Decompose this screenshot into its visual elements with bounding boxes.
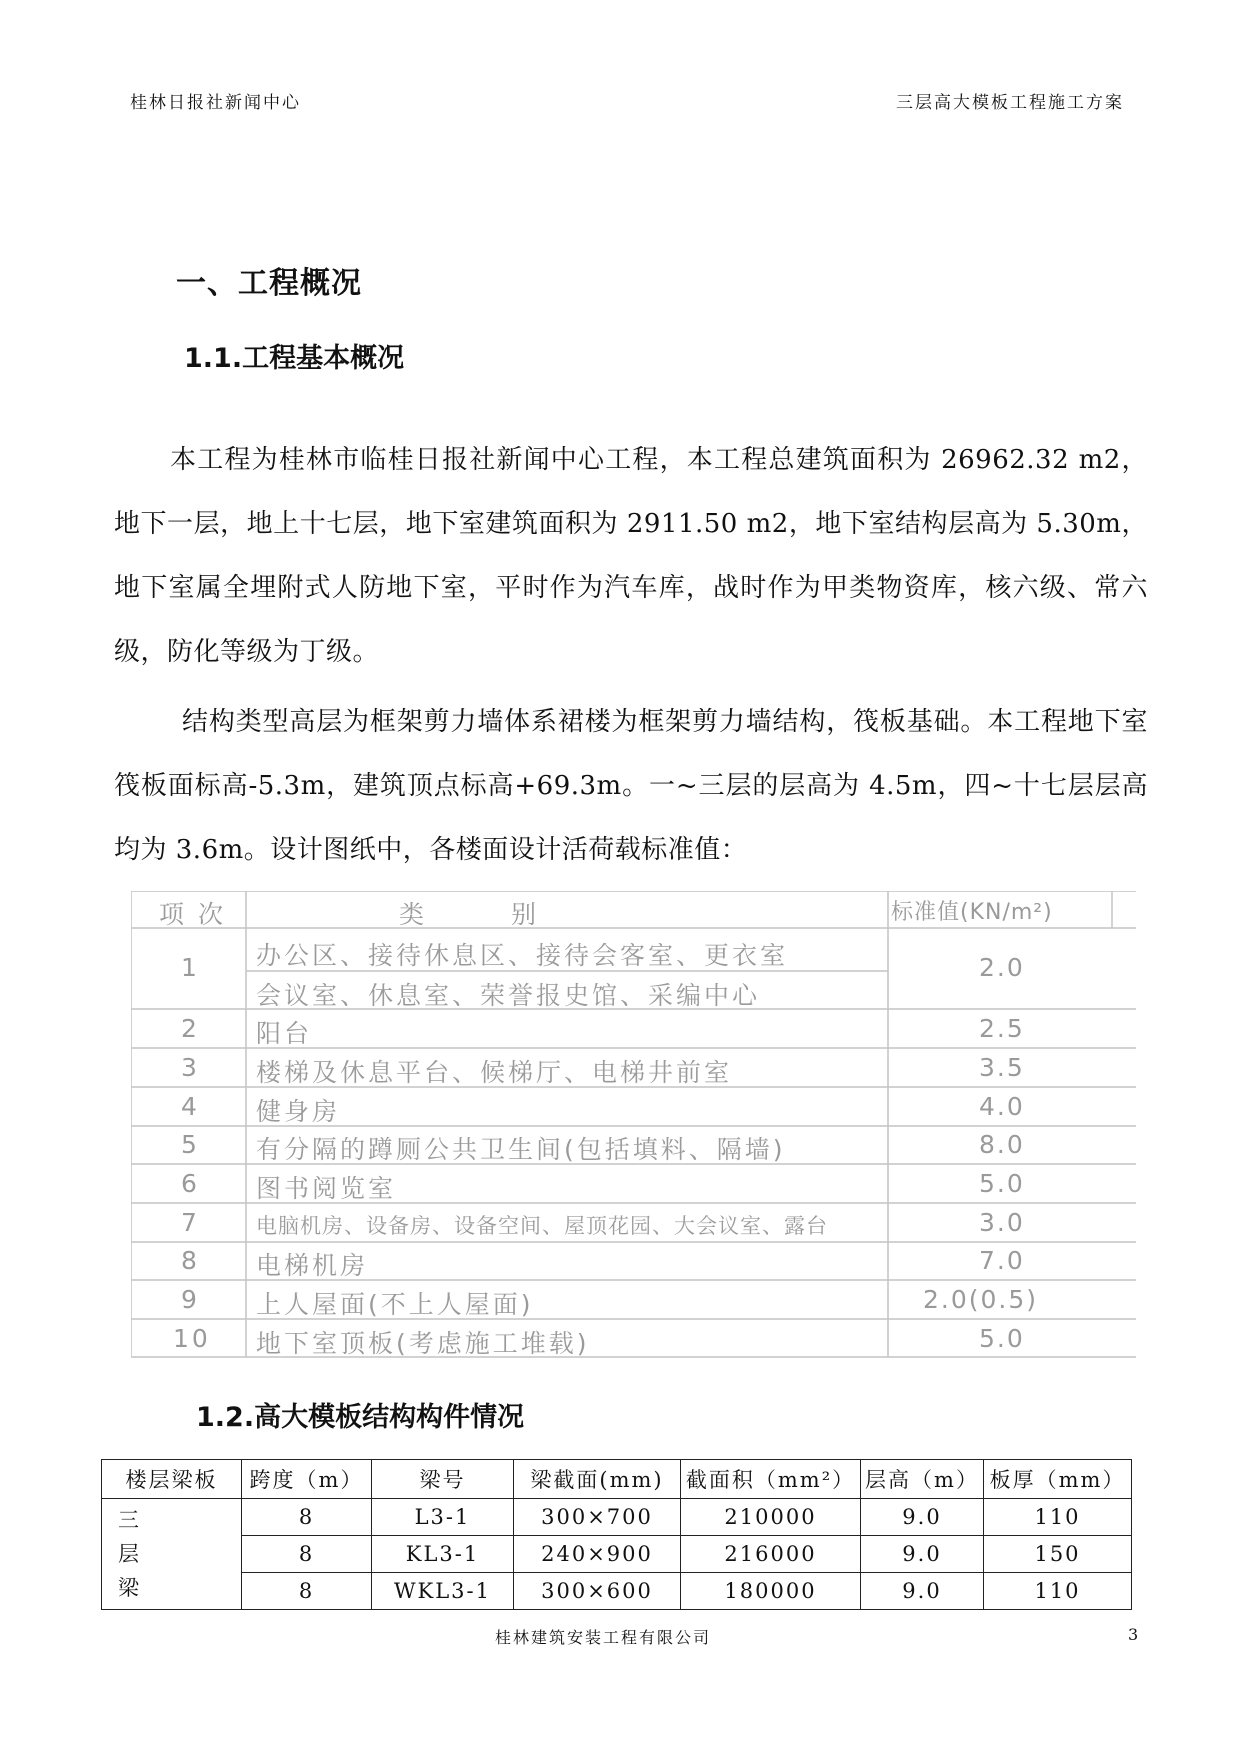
load-row-no: 2 [181, 1014, 200, 1043]
load-row-item: 上人屋面(不上人屋面) [256, 1290, 534, 1319]
beam-header-floor: 楼层梁板 [102, 1460, 242, 1499]
beam-thickness: 110 [984, 1499, 1132, 1536]
load-header-category: 类 别 [399, 900, 540, 929]
load-row-item: 电脑机房、设备房、设备空间、屋顶花园、大会议室、露台 [256, 1214, 828, 1238]
beam-thickness: 150 [984, 1536, 1132, 1573]
load-header-no: 项 次 [159, 900, 226, 929]
load-row-item: 图书阅览室 [256, 1174, 397, 1203]
beam-header-thickness: 板厚（mm） [984, 1460, 1132, 1499]
load-table [131, 891, 1136, 1358]
load-row-no: 1 [181, 953, 200, 982]
paragraph-structure: 结构类型高层为框架剪力墙体系裙楼为框架剪力墙结构，筏板基础。本工程地下室筏板面标高-5.3m，建筑顶点标高+69.3m。一~三层的层高为 4.5m，四~十七层层高均为 3.6m。设计图纸中，各楼面设计活荷载标准值： [114, 707, 1148, 865]
load-header-value: 标准值(KN/m²) [891, 900, 1053, 925]
table-row [102, 1536, 1132, 1573]
beam-span: 8 [242, 1573, 372, 1610]
load-row-value: 2.0 [979, 953, 1025, 982]
beam-header-section: 梁截面(mm) [514, 1460, 681, 1499]
beam-floor-label [102, 1499, 242, 1610]
beam-area: 210000 [681, 1499, 861, 1536]
load-row-value: 5.0 [979, 1169, 1025, 1198]
beam-thickness: 110 [984, 1573, 1132, 1610]
load-row-no: 10 [173, 1324, 211, 1353]
beam-header-area: 截面积（mm²） [681, 1460, 861, 1499]
beam-span: 8 [242, 1536, 372, 1573]
page-number: 3 [1128, 1625, 1141, 1644]
load-row-item: 有分隔的蹲厕公共卫生间(包括填料、隔墙) [256, 1135, 786, 1164]
beam-header-span: 跨度（m） [242, 1460, 372, 1499]
subsection-title-1-2: 1.2.高大模板结构构件情况 [196, 1402, 525, 1433]
beam-no: WKL3-1 [372, 1573, 514, 1610]
load-row-item: 楼梯及休息平台、候梯厅、电梯井前室 [256, 1058, 733, 1087]
load-row-no: 3 [181, 1053, 200, 1082]
beam-no: L3-1 [372, 1499, 514, 1536]
beam-span: 8 [242, 1499, 372, 1536]
load-row-value: 2.5 [979, 1014, 1025, 1043]
load-row-no: 6 [181, 1169, 200, 1198]
load-row-item: 地下室顶板(考虑施工堆载) [256, 1329, 590, 1358]
floor-label-char: 三 [118, 1508, 141, 1532]
floor-label-char: 层 [118, 1542, 141, 1566]
load-row-value: 3.0 [979, 1208, 1025, 1237]
load-row-item: 会议室、休息室、荣誉报史馆、采编中心 [256, 981, 761, 1010]
load-row-no: 7 [181, 1208, 200, 1237]
load-row-value: 4.0 [979, 1092, 1025, 1121]
table-row [102, 1499, 1132, 1536]
beam-header-height: 层高（m） [861, 1460, 984, 1499]
load-row-item: 办公区、接待休息区、接待会客室、更衣室 [256, 941, 789, 970]
header-right: 三层高大模板工程施工方案 [896, 93, 1124, 113]
load-row-value: 3.5 [979, 1053, 1025, 1082]
load-row-value: 5.0 [979, 1324, 1025, 1353]
load-row-value: 7.0 [979, 1246, 1025, 1275]
beam-height: 9.0 [861, 1536, 984, 1573]
beam-table [101, 1459, 1132, 1610]
load-row-no: 5 [181, 1130, 200, 1159]
load-row-item: 电梯机房 [256, 1251, 369, 1280]
load-row-no: 9 [181, 1285, 200, 1314]
load-row-no: 8 [181, 1246, 200, 1275]
beam-section: 240×900 [514, 1536, 681, 1573]
floor-label-char: 梁 [118, 1576, 141, 1600]
load-row-value: 8.0 [979, 1130, 1025, 1159]
paragraph-overview: 本工程为桂林市临桂日报社新闻中心工程，本工程总建筑面积为 26962.32 m2，地下一层，地上十七层，地下室建筑面积为 2911.50 m2，地下室结构层高为 5.30m，地下室属全埋附式人防地下室，平时作为汽车库，战时作为甲类物资库，核六级、常六级，防化等级为丁级。 [114, 445, 1148, 667]
load-row-item: 健身房 [256, 1097, 341, 1126]
beam-header-beam-no: 梁号 [372, 1460, 514, 1499]
beam-height: 9.0 [861, 1499, 984, 1536]
beam-no: KL3-1 [372, 1536, 514, 1573]
beam-table-header-row [102, 1460, 1132, 1499]
section-title: 一、工程概况 [176, 266, 362, 301]
beam-height: 9.0 [861, 1573, 984, 1610]
load-row-item: 阳台 [256, 1019, 313, 1048]
subsection-title-1-1: 1.1.工程基本概况 [184, 343, 405, 374]
table-row [102, 1573, 1132, 1610]
footer-company: 桂林建筑安装工程有限公司 [495, 1628, 712, 1647]
beam-section: 300×600 [514, 1573, 681, 1610]
beam-section: 300×700 [514, 1499, 681, 1536]
load-row-no: 4 [181, 1092, 200, 1121]
header-left: 桂林日报社新闻中心 [130, 93, 301, 113]
load-row-value: 2.0(0.5) [923, 1285, 1039, 1314]
beam-area: 216000 [681, 1536, 861, 1573]
beam-area: 180000 [681, 1573, 861, 1610]
